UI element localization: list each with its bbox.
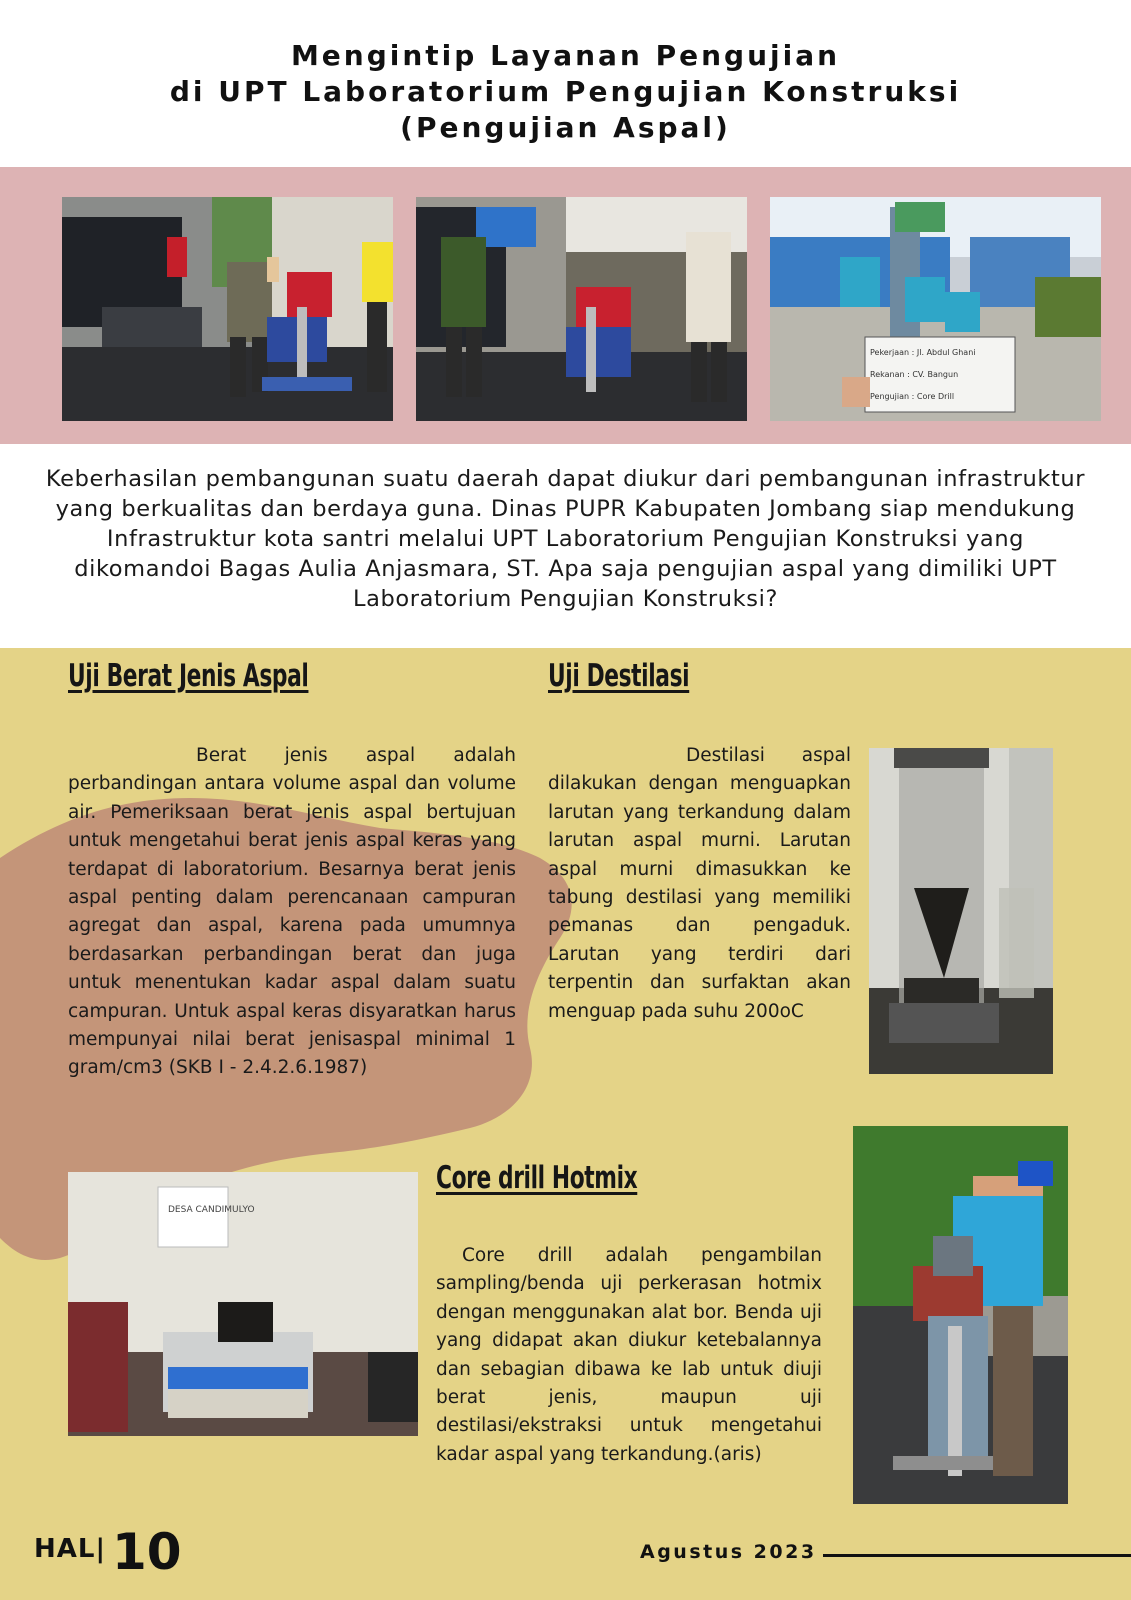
- svg-text:Pengujian : Core Drill: Pengujian : Core Drill: [870, 392, 955, 401]
- photo-band: [0, 167, 1131, 444]
- distillation-apparatus-photo: [869, 748, 1053, 1074]
- core-drill-operator-photo: [853, 1126, 1068, 1504]
- heading-destilasi: Uji Destilasi: [548, 658, 690, 694]
- title-line-2: di UPT Laboratorium Pengujian Konstruksi: [169, 75, 962, 108]
- content-panel: [0, 648, 1131, 1600]
- berat-jenis-body: Berat jenis aspal adalah perbandingan antara volume aspal dan volume air. Pemeriksaan berat jenis aspal bertujuan untuk mengetahui berat jenis aspal keras yang terdapat di laboratorium. Besarnya berat jenis aspal penting dalam perencanaan campuran agregat dan aspal, karena pada umumnya berdasarkan perbandingan berat dan juga untuk menentukan kadar aspal dalam suatu campuran. Untuk aspal keras disyaratkan harus mempunyai nilai berat jenisaspal minimal 1 gram/cm3 (SKB I - 2.4.2.6.1987): [68, 745, 516, 1079]
- footer-divider: [823, 1554, 1131, 1557]
- field-drilling-photo: [770, 197, 1101, 421]
- core-drill-body: Core drill adalah pengambilan sampling/benda uji perkerasan hotmix dengan menggunakan alat bor. Benda uji yang didapat akan diukur ketebalannya dan sebagian dibawa ke lab untuk diuji berat jenis, maupun uji destilasi/ekstraksi untuk mengetahui kadar aspal yang terkandung.(aris): [436, 1245, 822, 1465]
- title-line-3: (Pengujian Aspal): [400, 111, 731, 144]
- page-label: HAL|: [34, 1534, 106, 1564]
- heading-core-drill: Core drill Hotmix: [436, 1160, 638, 1196]
- heading-berat-jenis: Uji Berat Jenis Aspal: [68, 658, 309, 694]
- issue-date: Agustus 2023: [640, 1541, 817, 1563]
- svg-text:Pekerjaan : Jl. Abdul Ghani: Pekerjaan : Jl. Abdul Ghani: [870, 348, 976, 357]
- destilasi-body: Destilasi aspal dilakukan dengan menguapkan larutan yang terkandung dalam larutan aspal murni. Larutan aspal murni dimasukkan ke tabung destilasi yang memiliki pemanas dan pengaduk. Larutan yang terdiri dari terpentin dan surfaktan akan menguap pada suhu 200oC: [548, 745, 851, 1022]
- page-title: [0, 38, 1131, 146]
- svg-text:DESA CANDIMULYO: DESA CANDIMULYO: [168, 1205, 255, 1215]
- core-drill-team-photo: [416, 197, 747, 421]
- digital-scale-photo: [68, 1172, 418, 1436]
- core-drill-on-road-photo: [62, 197, 393, 421]
- page-number: 10: [112, 1523, 182, 1581]
- title-line-1: Mengintip Layanan Pengujian: [290, 39, 841, 72]
- svg-text:Rekanan : CV. Bangun: Rekanan : CV. Bangun: [870, 370, 959, 379]
- intro-paragraph: Keberhasilan pembangunan suatu daerah dapat diukur dari pembangunan infrastruktur yang berkualitas dan berdaya guna. Dinas PUPR Kabupaten Jombang siap mendukung Infrastruktur kota santri melalui UPT Laboratorium Pengujian Konstruksi yang dikomandoi Bagas Aulia Anjasmara, ST. Apa saja pengujian aspal yang dimiliki UPT Laboratorium Pengujian Konstruksi?: [45, 466, 1086, 612]
